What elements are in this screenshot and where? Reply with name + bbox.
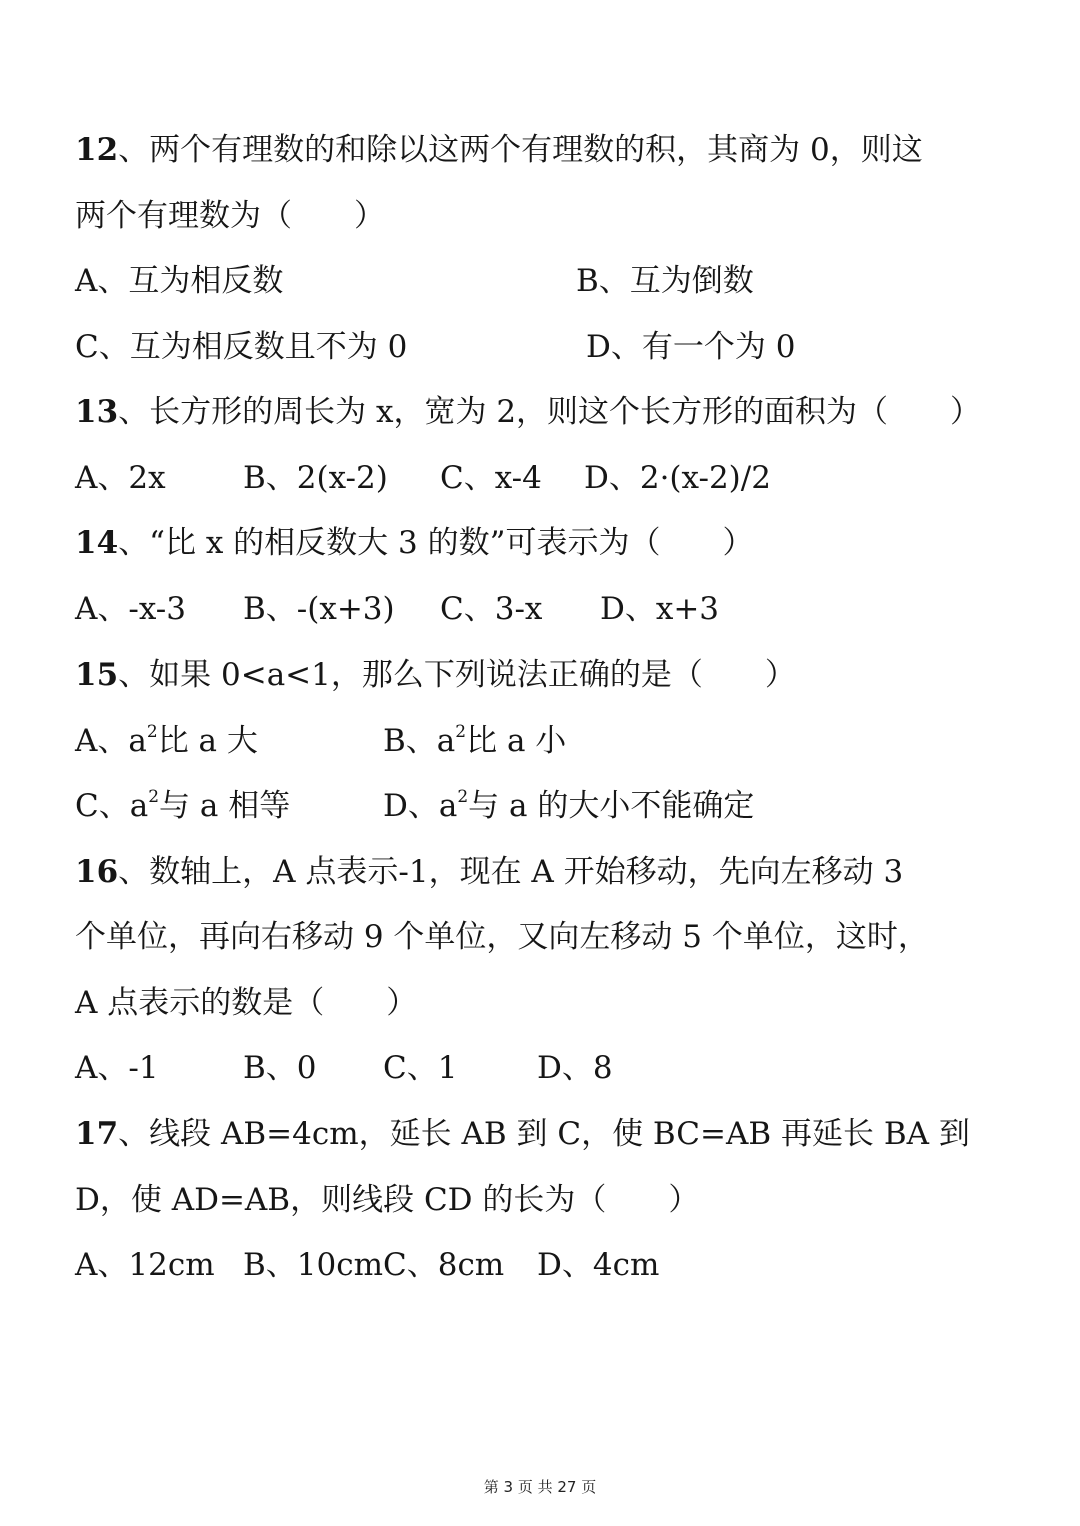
question-text: 、数轴上，A 点表示-1，现在 A 开始移动，先向左移动 3 bbox=[118, 854, 904, 890]
question-number: 12 bbox=[75, 132, 119, 168]
option-label: B、a bbox=[383, 723, 456, 759]
option-text: 与 a 的大小不能确定 bbox=[468, 788, 755, 824]
question-text: 、长方形的周长为 x，宽为 2，则这个长方形的面积为（ ） bbox=[118, 394, 982, 430]
question-text: 、两个有理数的和除以这两个有理数的积，其商为 0，则这 bbox=[118, 132, 923, 168]
option-b: B、-(x+3) bbox=[243, 591, 395, 627]
question-12 bbox=[75, 130, 923, 170]
option-c: C、8cm bbox=[383, 1247, 505, 1283]
option-c: C、3-x bbox=[440, 591, 543, 627]
question-16-line3: A 点表示的数是（ ） bbox=[75, 985, 418, 1021]
option-label: D、a bbox=[383, 788, 458, 824]
option-b: B、0 bbox=[243, 1050, 317, 1086]
option-d: D、有一个为 0 bbox=[586, 329, 796, 365]
option-a: A、-x-3 bbox=[75, 591, 186, 627]
option-d bbox=[383, 786, 754, 826]
option-text: 比 a 大 bbox=[157, 723, 258, 759]
question-16 bbox=[75, 852, 903, 892]
option-a: A、-1 bbox=[75, 1050, 159, 1086]
question-15 bbox=[75, 655, 796, 695]
option-b: B、互为倒数 bbox=[576, 263, 754, 299]
question-16-line2: 个单位，再向右移动 9 个单位，又向左移动 5 个单位，这时， bbox=[75, 919, 929, 955]
option-c bbox=[75, 786, 290, 826]
question-12-line2: 两个有理数为（ ） bbox=[75, 198, 385, 234]
option-a: A、2x bbox=[75, 460, 166, 496]
page-footer: 第 3 页 共 27 页 bbox=[483, 1478, 597, 1496]
question-text: 、“比 x 的相反数大 3 的数”可表示为（ ） bbox=[118, 525, 754, 561]
exponent: 2 bbox=[146, 722, 158, 742]
question-13 bbox=[75, 392, 981, 432]
exponent: 2 bbox=[148, 787, 160, 807]
question-number: 15 bbox=[75, 657, 119, 693]
question-number: 17 bbox=[75, 1116, 119, 1152]
option-a: A、12cm bbox=[75, 1247, 215, 1283]
question-number: 13 bbox=[75, 394, 119, 430]
option-c: C、互为相反数且不为 0 bbox=[75, 329, 408, 365]
question-14 bbox=[75, 523, 753, 563]
option-text: 比 a 小 bbox=[466, 723, 567, 759]
option-c: C、x-4 bbox=[440, 460, 542, 496]
option-label: A、a bbox=[75, 723, 147, 759]
option-b bbox=[383, 721, 566, 761]
option-b: B、10cm bbox=[243, 1247, 383, 1283]
option-b: B、2(x-2) bbox=[243, 460, 388, 496]
option-text: 与 a 相等 bbox=[159, 788, 291, 824]
option-label: C、a bbox=[75, 788, 149, 824]
exponent: 2 bbox=[457, 787, 469, 807]
question-17 bbox=[75, 1114, 970, 1154]
option-d: D、4cm bbox=[537, 1247, 660, 1283]
option-d: D、2·(x-2)/2 bbox=[584, 460, 771, 496]
option-d: D、x+3 bbox=[600, 591, 720, 627]
option-a: A、互为相反数 bbox=[75, 263, 284, 299]
option-a bbox=[75, 721, 258, 761]
option-d: D、8 bbox=[537, 1050, 613, 1086]
question-text: 、线段 AB=4cm，延长 AB 到 C，使 BC=AB 再延长 BA 到 bbox=[118, 1116, 970, 1152]
question-17-line2: D，使 AD=AB，则线段 CD 的长为（ ） bbox=[75, 1182, 700, 1218]
option-c: C、1 bbox=[383, 1050, 458, 1086]
exponent: 2 bbox=[455, 722, 467, 742]
question-text: 、如果 0<a<1，那么下列说法正确的是（ ） bbox=[118, 657, 796, 693]
question-number: 14 bbox=[75, 525, 119, 561]
question-number: 16 bbox=[75, 854, 119, 890]
